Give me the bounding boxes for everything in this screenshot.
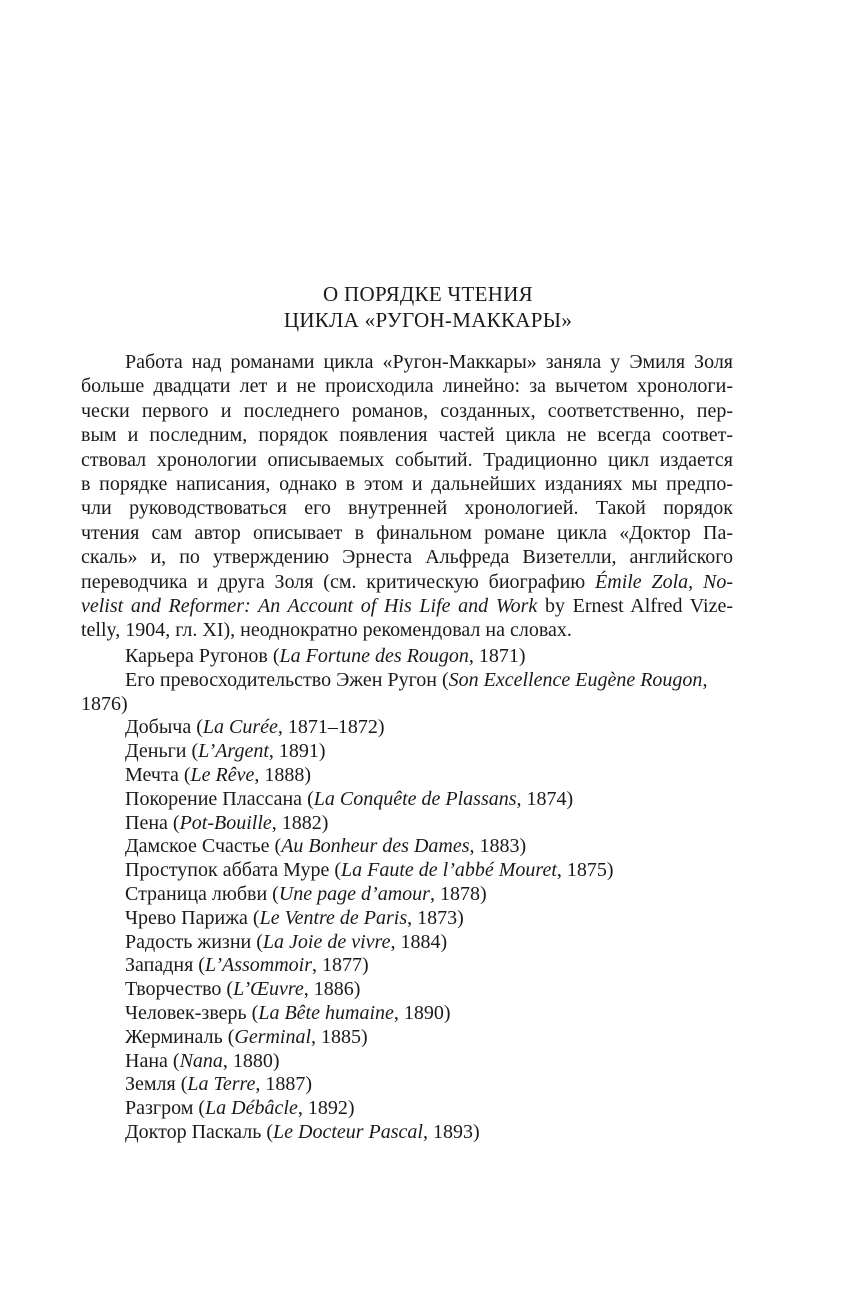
novel-original-title: La Joie de vivre	[262, 930, 391, 953]
novel-year: 1875	[566, 859, 607, 882]
novel-russian-title: Его превосходительство Эжен Ругон	[125, 668, 437, 691]
novel-original-title: La Conquête de Plassans	[313, 787, 517, 810]
chapter-title	[0, 281, 856, 333]
novel-year: 1893	[433, 1120, 473, 1143]
book-author: by Ernest Alfred Vize-	[537, 595, 733, 618]
novel-item: Пена (Pot-Bouille, 1882)	[125, 811, 329, 834]
novel-item: Дамское Счастье (Au Bonheur des Dames, 1883)	[125, 835, 527, 858]
novel-russian-title: Разгром	[125, 1097, 194, 1120]
intro-paragraph	[81, 350, 733, 643]
novel-item: Его превосходительство Эжен Ругон (Son Excellence Eugène Rougon,	[125, 668, 708, 691]
intro-line-book-continued	[81, 594, 733, 618]
novel-year: 1878	[439, 882, 480, 905]
novel-year: 1882	[281, 811, 322, 834]
novel-year: 1874	[526, 787, 567, 810]
novel-original-title: La Faute de l’abbé Mouret	[341, 859, 557, 882]
novel-russian-title: Деньги	[125, 740, 187, 763]
novel-russian-title: Дамское Счастье	[125, 835, 270, 858]
intro-text	[81, 350, 733, 643]
novel-russian-title: Радость жизни	[125, 930, 252, 953]
novel-item: Страница любви (Une page d’amour, 1878)	[125, 882, 487, 905]
novel-original-title: Le Ventre de Paris	[259, 906, 408, 929]
intro-line: вым и последним, порядок появления частей цикла не всегда соответ-	[81, 424, 733, 447]
novel-item: Проступок аббата Муре (La Faute de l’abbé Mouret, 1875)	[125, 859, 614, 882]
novel-year: 1873	[417, 906, 458, 929]
intro-line-with-book	[81, 570, 733, 594]
novel-original-title: Son Excellence Eugène Rougon	[448, 668, 703, 691]
novel-russian-title: Доктор Паскаль	[125, 1120, 262, 1143]
novel-russian-title: Творчество	[125, 978, 222, 1001]
novel-original-title: Au Bonheur des Dames	[281, 835, 470, 858]
novel-item: Творчество (L’Œuvre, 1886)	[125, 978, 361, 1001]
intro-line: чтения сам автор описывает в финальном романе цикла «Доктор Па-	[81, 521, 733, 544]
novel-year: 1884	[400, 930, 441, 953]
novel-year: 1890	[403, 1001, 444, 1024]
novel-year: 1885	[321, 1025, 362, 1048]
novel-russian-title: Чрево Парижа	[125, 906, 248, 929]
novel-item: Радость жизни (La Joie de vivre, 1884)	[125, 930, 448, 953]
novel-russian-title: Добыча	[125, 716, 192, 739]
novel-original-title: La Curée	[202, 716, 278, 739]
chapter-title-line-1: О ПОРЯДКЕ ЧТЕНИЯ	[323, 282, 533, 306]
chapter-title-line-2: ЦИКЛА «РУГОН-МАККАРЫ»	[283, 308, 573, 332]
novel-year: 1886	[313, 978, 354, 1001]
novel-year: 1871–1872	[287, 716, 378, 739]
novel-year: 1883	[479, 835, 520, 858]
novel-year: 1871	[478, 645, 519, 667]
novel-original-title: Une page d’amour	[278, 882, 430, 905]
intro-line-start: переводчика и друга Золя (см. критическую биографию	[81, 570, 596, 593]
intro-line: в порядке написания, однако в этом и дальнейших изданиях мы предпо-	[81, 473, 733, 496]
intro-line: чески первого и последнего романов, созданных, соответственно, пер-	[81, 399, 733, 422]
novel-item: Человек-зверь (La Bête humaine, 1890)	[125, 1001, 451, 1024]
novel-item: Добыча (La Curée, 1871–1872)	[125, 716, 385, 739]
novel-item-continued: 1876)	[81, 692, 128, 715]
intro-line: ствовал хронологии описываемых событий. Традиционно цикл издается	[81, 448, 733, 471]
book-title-part-a: Émile Zola, No-	[595, 570, 733, 593]
novel-item: Карьера Ругонов (La Fortune des Rougon, 1871)	[125, 645, 526, 667]
novel-russian-title: Мечта	[125, 763, 179, 786]
novel-item: Разгром (La Débâcle, 1892)	[125, 1097, 355, 1120]
novel-original-title: L’Œuvre	[233, 978, 304, 1001]
novel-russian-title: Западня	[125, 954, 194, 977]
novel-year: 1877	[322, 954, 363, 977]
novel-year: 1876	[81, 692, 121, 715]
novel-russian-title: Карьера Ругонов	[125, 645, 268, 667]
novel-year: 1887	[265, 1073, 306, 1096]
novel-russian-title: Нана	[125, 1049, 168, 1072]
novel-year: 1891	[278, 740, 319, 763]
novel-original-title: Le Docteur Pascal	[273, 1120, 423, 1143]
novel-year: 1892	[307, 1097, 348, 1120]
novel-year: 1888	[264, 763, 305, 786]
intro-line: telly, 1904, гл. XI), неоднократно рекомендовал на словах.	[81, 619, 572, 642]
novel-item: Земля (La Terre, 1887)	[125, 1073, 313, 1096]
intro-line: скаль» и, по утверждению Эрнеста Альфреда Визетелли, английского	[81, 546, 733, 569]
novel-item: Западня (L’Assommoir, 1877)	[125, 954, 369, 977]
novel-item: Жерминаль (Germinal, 1885)	[125, 1025, 368, 1048]
novel-russian-title: Земля	[125, 1073, 176, 1096]
novel-original-title: La Terre	[187, 1073, 256, 1096]
novel-original-title: L’Assommoir	[204, 954, 313, 977]
novel-russian-title: Пена	[125, 811, 168, 834]
novel-item: Чрево Парижа (Le Ventre de Paris, 1873)	[125, 906, 464, 929]
novel-original-title: Le Rêve	[190, 763, 255, 786]
novel-russian-title: Страница любви	[125, 882, 268, 905]
novel-original-title: Nana	[179, 1049, 223, 1072]
novel-original-title: Germinal	[234, 1025, 312, 1048]
novel-original-title: Pot-Bouille	[179, 811, 272, 834]
novel-russian-title: Человек-зверь	[125, 1001, 247, 1024]
novel-original-title: La Débâcle	[205, 1097, 298, 1120]
novel-russian-title: Проступок аббата Муре	[125, 859, 330, 882]
intro-line: Работа над романами цикла «Ругон-Маккары» заняла у Эмиля Золя	[125, 351, 733, 373]
intro-line: больше двадцати лет и не происходила линейно: за вычетом хронологи-	[81, 375, 733, 398]
novel-item: Нана (Nana, 1880)	[125, 1049, 280, 1072]
novel-russian-title: Покорение Плассана	[125, 787, 303, 810]
novel-original-title: L’Argent	[198, 740, 269, 763]
book-title-part-b: velist and Reformer: An Account of His Life and Work	[81, 595, 538, 618]
novel-reading-order-list	[81, 645, 733, 1145]
novel-item: Доктор Паскаль (Le Docteur Pascal, 1893)	[125, 1120, 480, 1143]
novel-item: Деньги (L’Argent, 1891)	[125, 740, 326, 763]
novel-original-title: La Fortune des Rougon	[279, 645, 469, 667]
novel-year: 1880	[232, 1049, 273, 1072]
novel-item: Мечта (Le Rêve, 1888)	[125, 763, 312, 786]
novel-russian-title: Жерминаль	[125, 1025, 223, 1048]
novel-original-title: La Bête humaine	[258, 1001, 394, 1024]
intro-line: чли руководствоваться его внутренней хронологией. Такой порядок	[81, 497, 733, 520]
novel-item: Покорение Плассана (La Conquête de Plassans, 1874)	[125, 787, 574, 810]
